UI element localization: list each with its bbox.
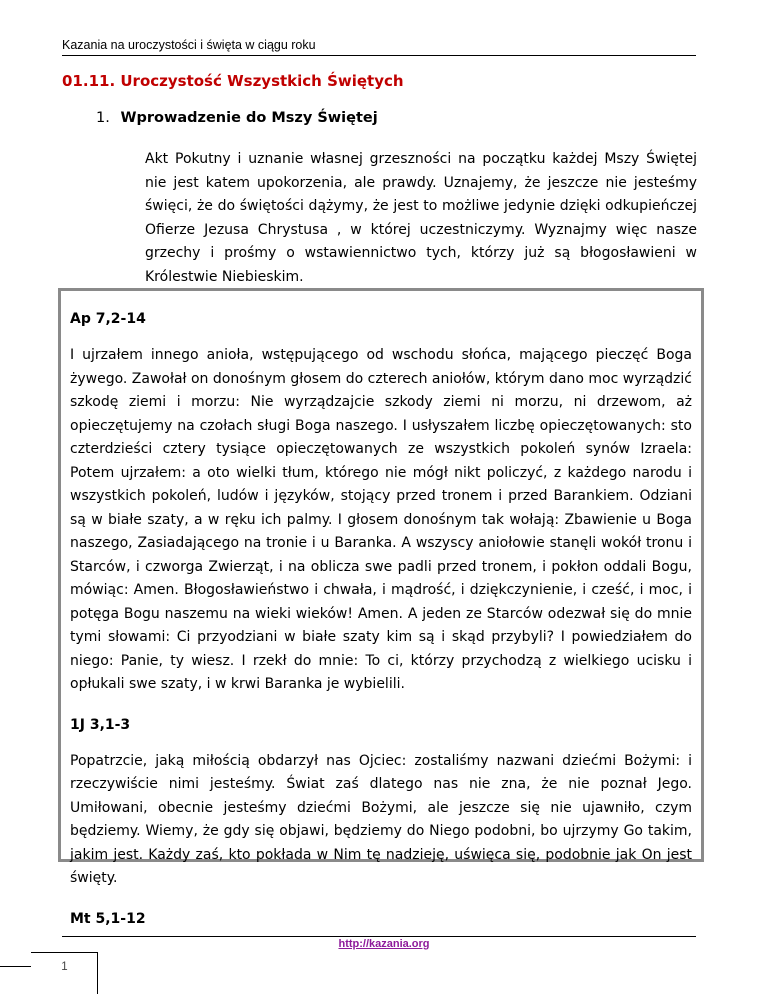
footer-divider [62, 936, 696, 937]
footer-link[interactable]: http://kazania.org [338, 938, 430, 950]
readings-box [58, 288, 704, 927]
page-corner-line [0, 966, 31, 967]
page-number: 1 [61, 961, 68, 973]
intro-paragraph: Akt Pokutny i uznanie własnej grzeszności na początku każdej Mszy Świętej nie jest katem upokorzenia, ale prawdy. Uznajemy, że jeszcze nie jesteśmy święci, że do świętości dążymy, że jest to możliwe jedynie dzięki odkupieńczej Ofierze Jezusa Chrystusa , w której uczestniczymy. Wyznajmy więc nasze grzechy i prośmy o wstawiennictwo tych, którzy już są błogosławieni w Królestwie Niebieskim. [145, 151, 697, 285]
reading-reference: Mt 5,1-12 [70, 910, 146, 927]
page-number-box [31, 952, 98, 994]
reading-reference: Ap 7,2-14 [70, 311, 146, 327]
reading-text: Popatrzcie, jaką miłością obdarzył nas Ojciec: zostaliśmy nazwani dziećmi Bożymi: i rzeczywiście nimi jesteśmy. Świat zaś dlatego nas nie zna, że nie poznał Jego. Umiłowani, obecnie jesteśmy dziećmi Bożymi, ale jeszcze się nie ujawniło, czym będziemy. Wiemy, że gdy się objawi, będziemy do Niego podobni, bo ujrzymy Go takim, jakim jest. Każdy zaś, kto pokłada w Nim tę nadzieję, uświęca się, podobnie jak On jest święty. [70, 752, 692, 886]
section-heading [96, 110, 378, 126]
section-heading-text: Wprowadzenie do Mszy Świętej [120, 110, 378, 126]
page-header: Kazania na uroczystości i święta w ciągu roku [62, 38, 696, 56]
reading-reference: 1J 3,1-3 [70, 716, 131, 733]
page-title: 01.11. Uroczystość Wszystkich Świętych [62, 72, 404, 90]
reading-text: I ujrzałem innego anioła, wstępującego od wschodu słońca, mającego pieczęć Boga żywego. Zawołał on donośnym głosem do czterech aniołów, którym dano moc wyrządzić szkodę ziemi i morzu: Nie wyrządzajcie szkody ziemi ni morzu, ni drzewom, aż opieczętujemy na czołach sługi Boga naszego. I usłyszałem liczbę opieczętowanych: sto czterdzieści cztery tysiące opieczętowanych ze wszystkich pokoleń synów Izraela: Potem ujrzałem: a oto wielki tłum, którego nie mógł nikt policzyć, z każdego narodu i wszystkich pokoleń, ludów i języków, stojący przed tronem i przed Barankiem. Odziani są w białe szaty, a w ręku ich palmy. I głosem donośnym tak wołają: Zbawienie u Boga naszego, Zasiadającego na tronie i u Baranka. A wszyscy aniołowie stanęli wokół tronu i Starców, i czworga Zwierząt, i na oblicza swe padli przed tronem, i pokłon oddali Bogu, mówiąc: Amen. Błogosławieństwo i chwała, i mądrość, i dziękczynienie, i cześć, i moc, i potęga Bogu naszemu na wieki wieków! Amen. A jeden ze Starców odezwał się do mnie tymi słowami: Ci przyodziani w białe szaty kim są i skąd przybyli? I powiedziałem do niego: Panie, ty wiesz. I rzekł do mnie: To ci, którzy przychodzą z wielkiego ucisku i opłukali swe szaty, i w krwi Baranka je wybielili. [70, 347, 692, 692]
section-number: 1. [96, 110, 110, 126]
